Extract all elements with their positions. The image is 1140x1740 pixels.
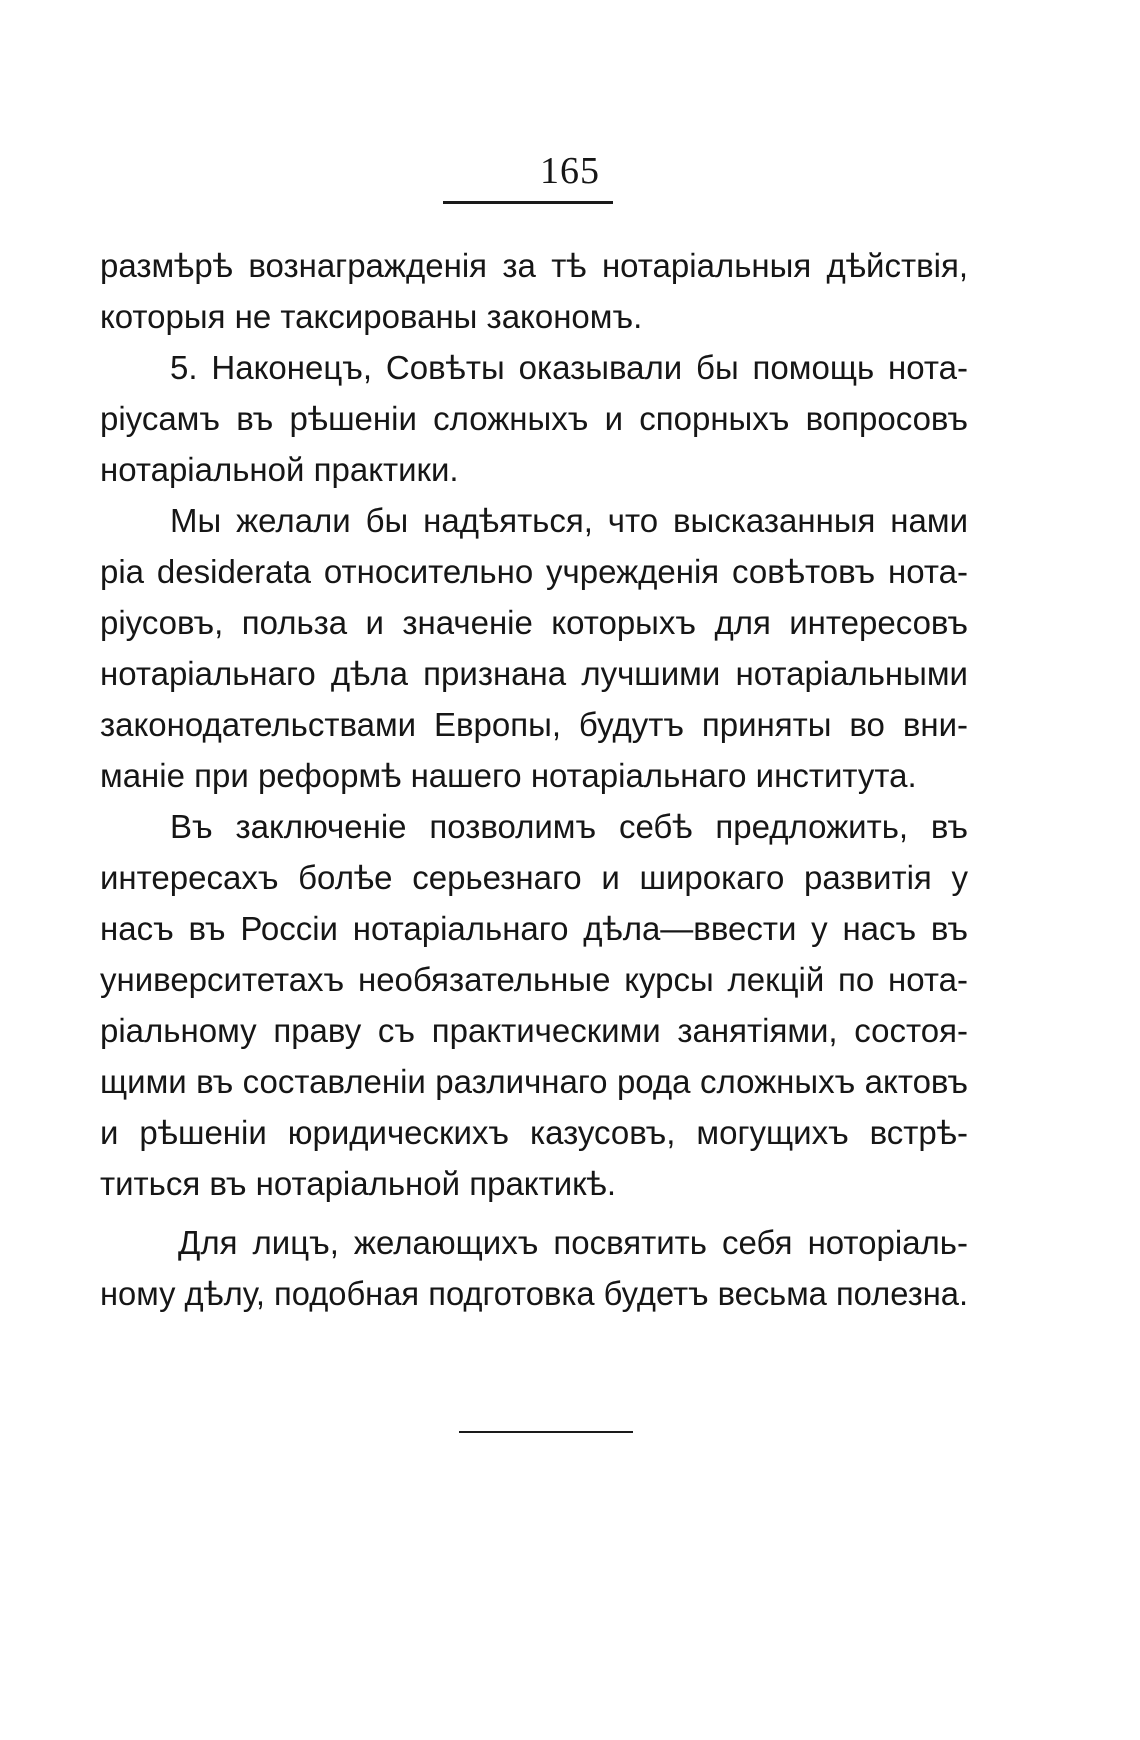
text-line: ріусамъ въ рѣшеніи сложныхъ и спорныхъ вопросовъ — [100, 400, 968, 437]
text-line: и рѣшеніи юридическихъ казусовъ, могущихъ встрѣ- — [100, 1114, 968, 1151]
text-line: размѣрѣ вознагражденія за тѣ нотаріальныя дѣйствія, — [100, 247, 968, 284]
header-rule — [443, 201, 613, 204]
text-line: Для лицъ, желающихъ посвятить себя ноторіаль- — [178, 1224, 968, 1261]
text-line: маніе при реформѣ нашего нотаріальнаго института. — [100, 757, 917, 794]
text-line: щими въ составленіи различнаго рода сложныхъ актовъ — [100, 1063, 968, 1100]
text-line: титься въ нотаріальной практикѣ. — [100, 1165, 616, 1202]
text-line: университетахъ необязательные курсы лекцій по нота- — [100, 961, 968, 998]
text-line: ріальному праву съ практическими занятіями, состоя- — [100, 1012, 968, 1049]
closing-rule — [459, 1431, 633, 1433]
text-line: pia desiderata относительно учрежденія совѣтовъ нота- — [100, 553, 968, 590]
text-line: ріусовъ, польза и значеніе которыхъ для интересовъ — [100, 604, 968, 641]
text-line: нотаріальнаго дѣла признана лучшими нотаріальными — [100, 655, 968, 692]
text-line: 5. Наконецъ, Совѣты оказывали бы помощь нота- — [170, 349, 968, 386]
text-line: ному дѣлу, подобная подготовка будетъ весьма полезна. — [100, 1275, 969, 1312]
text-line: которыя не таксированы закономъ. — [100, 298, 643, 335]
text-line: законодательствами Европы, будутъ приняты во вни- — [100, 706, 968, 743]
page-number: 165 — [540, 150, 600, 192]
text-line: Мы желали бы надѣяться, что высказанныя нами — [170, 502, 968, 539]
text-line: нотаріальной практики. — [100, 451, 459, 488]
text-line: насъ въ Россіи нотаріальнаго дѣла—ввести у насъ въ — [100, 910, 968, 947]
text-line: Въ заключеніе позволимъ себѣ предложить, въ — [170, 808, 968, 845]
text-line: интересахъ болѣе серьезнаго и широкаго развитія у — [100, 859, 968, 896]
